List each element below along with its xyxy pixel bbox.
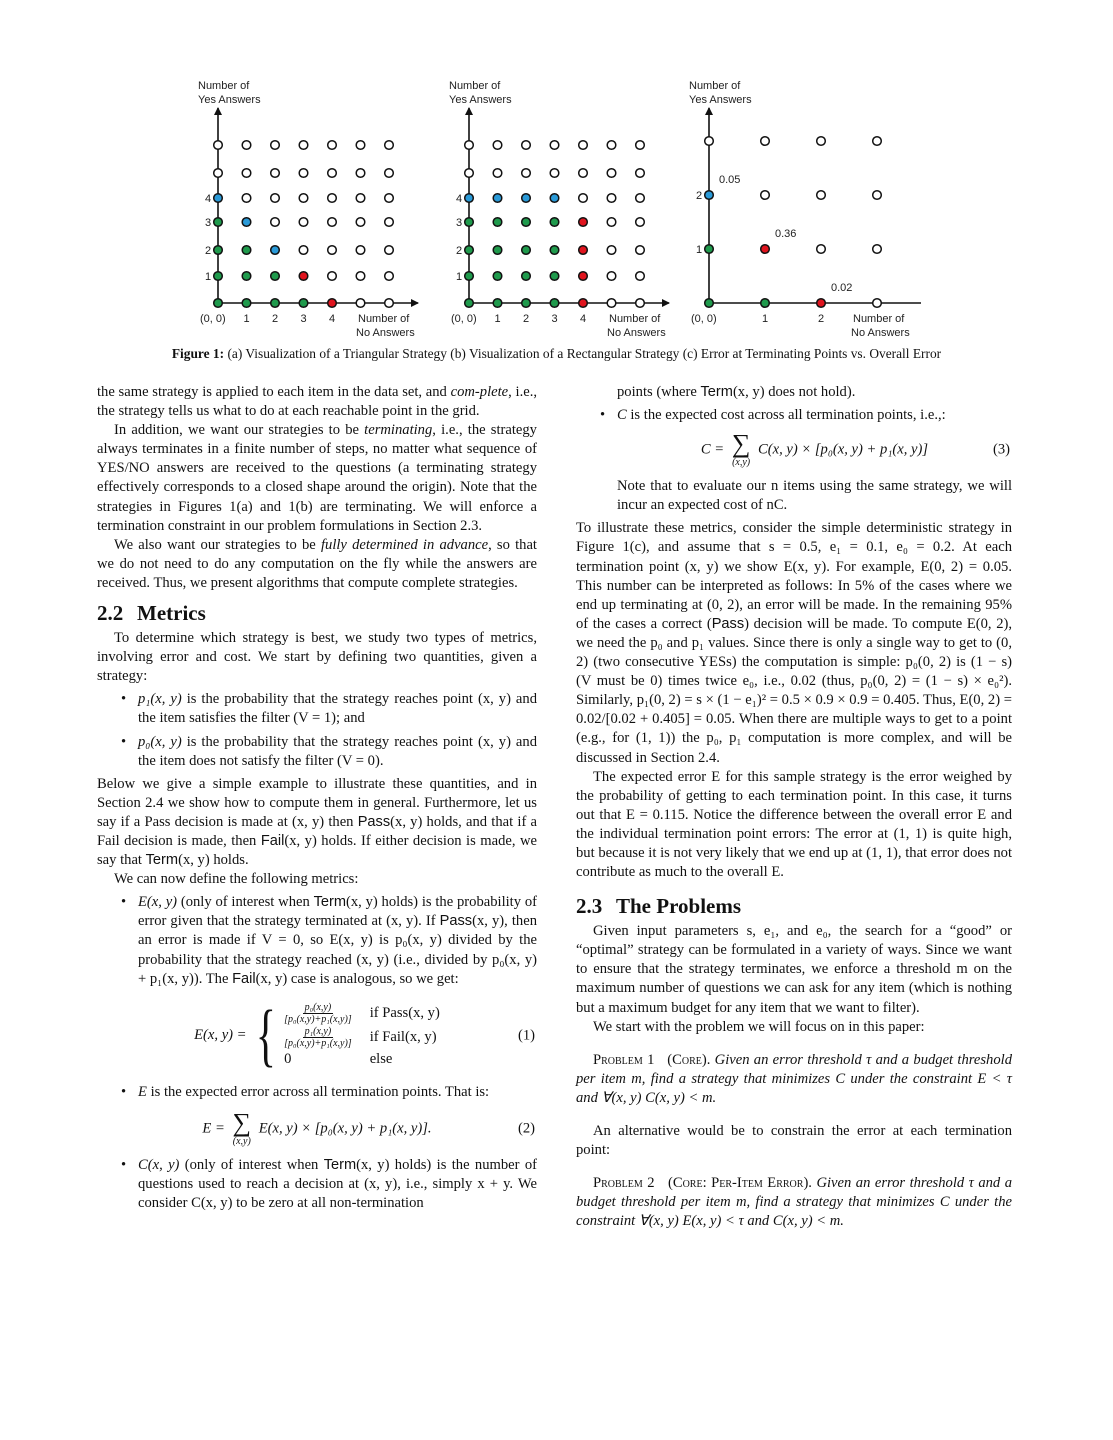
grid-point: [271, 194, 280, 203]
grid-point: [328, 299, 337, 308]
equation-1: E(x, y) = { $\frac{\text{p₀(x,y)}}{\text{[p₀(x,y)+p₁(x,y)]}}$ if Pass(x, y) $\frac{\text{p₁(x,y)}}{\text{[p₀(x,y)+p₁(x,y)]}}$ if Fail(x, y) 0 else (1): [194, 996, 535, 1074]
paragraph: We can now define the following metrics:: [114, 871, 359, 888]
grid-point: [522, 194, 531, 203]
grid-point: [607, 299, 616, 308]
list-item: • E(x, y) (only of interest when Term(x, y) holds) is the probability of error given that the strategy terminated at (x, y). If Pass(x, y), then an error is made if V = 0, so E(x, y) is p₀(x, y) divided by the probability that the strategy reached (x, y) (i.e., divided by p₀(x, y) + p₁(x, y)). The Fail(x, y) case is analogous, so we get: E(x, y) = { $\frac{\text{p₀(x,y)}}{\text{[p₀(x,y)+p₁(x,y)]}}$ if Pass(x, y) $\frac{\text{p₁(x,y)}}{\text{[p₀(x,y)+p₁(x,y)]}}$ if Fail(x, y) 0 else (1): [97, 893, 537, 1070]
grid-point: [271, 218, 280, 227]
right-column: [576, 383, 1012, 1245]
grid-point: [579, 246, 588, 255]
list-item: • p₁(x, y) is the probability that the strategy reaches point (x, y) and the item satisfies the filter (V = 1); and: [97, 690, 537, 728]
svg-text:4: 4: [456, 193, 463, 205]
grid-point: [242, 299, 251, 308]
svg-text:4: 4: [329, 313, 336, 325]
grid-point: [271, 169, 280, 178]
grid-point: [607, 169, 616, 178]
grid-point: [636, 272, 645, 281]
paragraph: To illustrate these metrics, consider the simple deterministic strategy in Figure 1(c), and assume that s = 0.5, e₁ = 0.1, e₀ = 0.2. At each termination point (x, y) we show E(x, y). For example, E(0, 2) = 0.05. This number can be interpreted as follows: In 5% of the cases where we end up terminating at (0, 2), an error will be made. In the remaining 95% of the cases a correct (Pass) decision will be made. To compute E(0, 2), we need the p₀ and p₁ values. Since there is only a single way to get to (0, 2) (two consecutive YESs) the computation is simple: p₀(0, 2) is (1 − s) (V must be 0) times twice e₀, i.e., 0.02 (thus, p₀(0, 2) = (1 − s) × e₀²). Similarly, p₁(0, 2) = s × (1 − e₁)² = 0.5 × 0.9 × 0.9 = 0.405. Thus, E(0, 2) = 0.02/[0.02 + 0.405] = 0.05. When there are multiple ways to get to a point (e.g., for (1, 1)) the p₀, p₁ computation is more complex, and will be discussed in Section 2.4.: [576, 520, 1013, 766]
metrics-list: [97, 893, 537, 1213]
grid-point: [242, 272, 251, 281]
grid-point: [385, 194, 394, 203]
paragraph: Given input parameters s, e₁, and e₀, the search for a “good” or “optimal” strategy can be formulated in a variety of ways. Since we want to ensure that the strategy terminates, we enforce a threshold m on the maximum number of questions we can ask for any item (which is nothing but a maximum budget for any item that we want to filter).: [576, 923, 1012, 1016]
grid-point: [636, 246, 645, 255]
grid-point: [328, 141, 337, 150]
grid-point: [550, 194, 559, 203]
grid-point: [522, 272, 531, 281]
svg-text:Number of: Number of: [609, 313, 661, 325]
grid-point: [385, 299, 394, 308]
svg-text:2: 2: [523, 313, 530, 325]
svg-text:1: 1: [243, 313, 250, 325]
grid-point: [214, 141, 223, 150]
paragraph: points (where Term(x, y) does not hold).: [617, 384, 856, 400]
svg-text:4: 4: [580, 313, 587, 325]
grid-point: [761, 137, 770, 146]
grid-point: [465, 299, 474, 308]
grid-point: [493, 246, 502, 255]
svg-text:Number of: Number of: [198, 80, 250, 92]
grid-point: [299, 169, 308, 178]
grid-point: [607, 194, 616, 203]
grid-point: [271, 299, 280, 308]
grid-point: [465, 246, 474, 255]
grid-point: [385, 169, 394, 178]
grid-point: [356, 141, 365, 150]
grid-point: [636, 141, 645, 150]
grid-point: [356, 169, 365, 178]
grid-point: [465, 218, 474, 227]
equation-number: (3): [992, 441, 1010, 458]
svg-text:3: 3: [300, 313, 307, 325]
grid-point: [214, 218, 223, 227]
svg-text:Number of: Number of: [689, 80, 741, 92]
grid-point: [550, 169, 559, 178]
grid-point: [465, 141, 474, 150]
grid-point: [579, 272, 588, 281]
paragraph: Note that to evaluate our n items using the same strategy, we will incur an expected cost of nC.: [617, 478, 1012, 514]
grid-point: [522, 218, 531, 227]
svg-text:1: 1: [696, 244, 703, 256]
grid-point: [493, 141, 502, 150]
svg-text:4: 4: [205, 193, 212, 205]
grid-point: [214, 272, 223, 281]
list-item: • p₀(x, y) is the probability that the strategy reaches point (x, y) and the item does not satisfy the filter (V = 0).: [97, 733, 537, 771]
grid-point: [214, 194, 223, 203]
grid-point: [271, 141, 280, 150]
paragraph: In addition, we want our strategies to be terminating, i.e., the strategy always terminates in a finite number of steps, no matter what sequence of YES/NO answers are received to the questions (a terminating strategy effectively corresponds to a closed shape around the origin). Note that the strategies in Figures 1(a) and 1(b) are terminating. We will enforce a termination constraint in our problem formulations in Section 2.3.: [97, 422, 537, 534]
grid-point: [522, 141, 531, 150]
paragraph: We start with the problem we will focus on in this paper:: [593, 1018, 925, 1035]
grid-point: [299, 299, 308, 308]
grid-point: [328, 169, 337, 178]
grid-point: [242, 141, 251, 150]
grid-point: [328, 218, 337, 227]
equation-3: C = ∑ (x,y) C(x, y) × [p₀(x, y) + p₁(x, y)] (3): [700, 429, 1010, 469]
grid-point: [493, 218, 502, 227]
svg-text:2: 2: [818, 313, 825, 325]
svg-text:(0, 0): (0, 0): [451, 313, 477, 325]
grid-point: [817, 245, 826, 254]
grid-point: [356, 218, 365, 227]
grid-point: [299, 246, 308, 255]
grid-point: [761, 299, 770, 308]
grid-point: [242, 194, 251, 203]
svg-text:1: 1: [456, 271, 463, 283]
grid-point: [465, 194, 474, 203]
grid-point: [761, 245, 770, 254]
grid-point: [636, 169, 645, 178]
left-column: [97, 383, 537, 1217]
section-heading-metrics: 2.2 Metrics: [97, 601, 206, 626]
svg-text:1: 1: [205, 271, 212, 283]
grid-point: [385, 246, 394, 255]
grid-point: [636, 194, 645, 203]
equation-number: (2): [517, 1120, 535, 1137]
grid-point: [705, 245, 714, 254]
svg-text:1: 1: [762, 313, 769, 325]
grid-point: [328, 272, 337, 281]
caption-label: Figure 1:: [171, 346, 225, 361]
grid-point: [550, 272, 559, 281]
grid-point: [873, 191, 882, 200]
grid-point: [579, 218, 588, 227]
grid-point: [356, 194, 365, 203]
figure-1a-triangular-strategy: [190, 72, 430, 347]
grid-point: [299, 141, 308, 150]
svg-text:0.05: 0.05: [719, 174, 741, 186]
grid-point: [522, 246, 531, 255]
svg-text:0.36: 0.36: [775, 228, 797, 240]
svg-text:Yes Answers: Yes Answers: [198, 94, 261, 106]
grid-point: [493, 194, 502, 203]
grid-point: [465, 272, 474, 281]
section-heading-problems: 2.3 The Problems: [576, 894, 742, 919]
caption-text: (a) Visualization of a Triangular Strategy (b) Visualization of a Rectangular Strategy (c) Error at Terminating Points vs. Overall Error: [227, 346, 942, 361]
paragraph: Below we give a simple example to illustrate these quantities, and in Section 2.4 we show how to compute them in general. Furthermore, let us say if a Pass decision is made at (x, y) then Pass(x, y) holds, and that if a Fail decision is made, then Fail(x, y) holds. If either decision is made, we say that Term(x, y) holds.: [97, 775, 537, 869]
svg-text:No Answers: No Answers: [356, 327, 415, 339]
paragraph: We also want our strategies to be fully determined in advance, so that we do not need to do any computation on the fly while the answers are received. Thus, we present algorithms that compute complete strategies.: [97, 536, 537, 591]
grid-point: [465, 169, 474, 178]
svg-text:No Answers: No Answers: [851, 327, 910, 339]
grid-point: [493, 272, 502, 281]
grid-point: [550, 246, 559, 255]
grid-point: [607, 218, 616, 227]
grid-point: [607, 141, 616, 150]
equation-2: E = ∑ (x,y) E(x, y) × [p₀(x, y) + p₁(x, y)]. (2): [202, 1107, 535, 1147]
grid-point: [214, 169, 223, 178]
grid-point: [242, 218, 251, 227]
paragraph: The expected error E for this sample strategy is the error weighed by the probability of getting to each termination point. In this case, it turns out that E = 0.115. Notice the difference between the overall error E and the individual termination point errors: The error at (1, 1) is quite high, but because it is not very likely that we end up at (1, 1), that error does not contribute as much to the overall E.: [576, 768, 1012, 881]
grid-point: [636, 218, 645, 227]
problem-2: Problem 2 (Core: Per-Item Error). Given an error threshold τ and a budget threshold per item m, find a strategy that minimizes C under the constraint ∀(x, y) E(x, y) < τ and C(x, y) < m.: [576, 1175, 1013, 1230]
grid-point: [873, 137, 882, 146]
grid-point: [214, 246, 223, 255]
grid-point: [242, 169, 251, 178]
grid-point: [356, 299, 365, 308]
list-item: • C is the expected cost across all termination points, i.e.,: C = ∑ (x,y) C(x, y) × [p₀(x, y) + p₁(x, y)] (3) Note that to evaluate our n items using the same strategy, we will incur an expected cost of nC.: [576, 406, 1012, 515]
grid-point: [705, 191, 714, 200]
svg-text:3: 3: [456, 217, 463, 229]
grid-point: [299, 194, 308, 203]
svg-text:(0, 0): (0, 0): [691, 313, 717, 325]
grid-point: [328, 194, 337, 203]
svg-text:2: 2: [696, 190, 703, 202]
svg-text:Number of: Number of: [358, 313, 410, 325]
grid-point: [761, 191, 770, 200]
grid-point: [705, 137, 714, 146]
svg-text:Yes Answers: Yes Answers: [689, 94, 752, 106]
grid-point: [356, 272, 365, 281]
grid-point: [705, 299, 714, 308]
svg-text:3: 3: [205, 217, 212, 229]
definition-list: [97, 690, 537, 770]
figure-caption: [0, 346, 1113, 362]
grid-point: [385, 218, 394, 227]
figure-1b-rectangular-strategy: [441, 72, 681, 347]
grid-point: [873, 245, 882, 254]
grid-point: [356, 246, 365, 255]
svg-text:0.02: 0.02: [831, 282, 853, 294]
grid-point: [817, 137, 826, 146]
grid-point: [328, 246, 337, 255]
grid-point: [579, 141, 588, 150]
svg-text:2: 2: [456, 245, 463, 257]
grid-point: [214, 299, 223, 308]
grid-point: [271, 246, 280, 255]
grid-point: [550, 299, 559, 308]
svg-text:1: 1: [494, 313, 501, 325]
svg-text:2: 2: [205, 245, 212, 257]
problem-1: Problem 1 (Core). Given an error threshold τ and a budget threshold per item m, find a strategy that minimizes C under the constraint E < τ and ∀(x, y) C(x, y) < m.: [576, 1051, 1012, 1106]
grid-point: [579, 169, 588, 178]
grid-point: [522, 169, 531, 178]
svg-text:No Answers: No Answers: [607, 327, 666, 339]
grid-point: [522, 299, 531, 308]
svg-text:Yes Answers: Yes Answers: [449, 94, 512, 106]
grid-point: [579, 194, 588, 203]
svg-text:Number of: Number of: [449, 80, 501, 92]
grid-point: [550, 141, 559, 150]
paragraph: An alternative would be to constrain the error at each termination point:: [576, 1123, 1012, 1159]
grid-point: [299, 218, 308, 227]
grid-point: [636, 299, 645, 308]
paragraph: the same strategy is applied to each item in the data set, and com-plete, i.e., the strategy tells us what to do at each reachable point in the grid.: [97, 384, 537, 420]
svg-text:3: 3: [551, 313, 558, 325]
svg-text:2: 2: [272, 313, 279, 325]
paragraph: To determine which strategy is best, we study two types of metrics, involving error and cost. We start by defining two quantities, given a strategy:: [97, 630, 537, 685]
list-item: • E is the expected error across all termination points. That is: E = ∑ (x,y) E(x, y) × [p₀(x, y) + p₁(x, y)]. (2): [97, 1083, 537, 1148]
grid-point: [493, 169, 502, 178]
grid-point: [579, 299, 588, 308]
cost-list: [576, 406, 1012, 515]
svg-text:Number of: Number of: [853, 313, 905, 325]
grid-point: [385, 141, 394, 150]
svg-text:(0, 0): (0, 0): [200, 313, 226, 325]
grid-point: [607, 246, 616, 255]
grid-point: [385, 272, 394, 281]
grid-point: [607, 272, 616, 281]
grid-point: [493, 299, 502, 308]
equation-number: (1): [517, 1027, 535, 1044]
grid-point: [242, 246, 251, 255]
grid-point: [873, 299, 882, 308]
figure-1c-error-terminating-points: [681, 72, 921, 347]
grid-point: [550, 218, 559, 227]
list-item: • C(x, y) (only of interest when Term(x, y) holds) is the number of questions used to reach a decision at (x, y), i.e., simply x + y. We consider C(x, y) to be zero at all non-termination: [97, 1156, 537, 1213]
grid-point: [299, 272, 308, 281]
grid-point: [271, 272, 280, 281]
grid-point: [817, 299, 826, 308]
grid-point: [817, 191, 826, 200]
